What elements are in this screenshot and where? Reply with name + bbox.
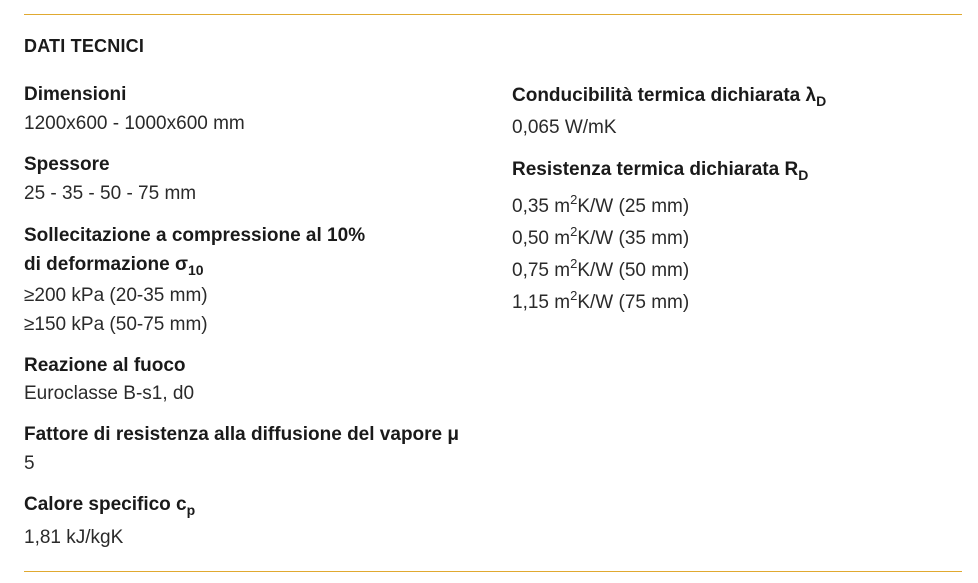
- label-conducibilita-sub: D: [816, 93, 827, 109]
- value-resistenza-4-pre: 1,15 m: [512, 292, 571, 313]
- value-resistenza-3-sup: 2: [570, 256, 578, 271]
- value-resistenza-2-sup: 2: [570, 224, 578, 239]
- value-resistenza-2-post: K/W (35 mm): [577, 228, 690, 249]
- value-dimensioni: 1200x600 - 1000x600 mm: [24, 113, 245, 134]
- label-conducibilita-text: Conducibilità termica dichiarata λ: [512, 85, 817, 106]
- value-resistenza-3-pre: 0,75 m: [512, 260, 571, 281]
- value-resistenza-3-post: K/W (50 mm): [577, 260, 690, 281]
- label-calore-text: Calore specifico c: [24, 494, 187, 515]
- value-resistenza-4-sup: 2: [570, 288, 578, 303]
- label-compressione-line1: Sollecitazione a compressione al 10%: [24, 225, 366, 246]
- label-conducibilita: [512, 82, 826, 110]
- label-resistenza: [512, 156, 808, 184]
- label-compressione-line2: [24, 251, 204, 279]
- value-resistenza-4-post: K/W (75 mm): [577, 292, 690, 313]
- label-compressione-sub: 10: [187, 262, 204, 278]
- value-resistenza-2: [512, 225, 689, 253]
- value-resistenza-1-post: K/W (25 mm): [577, 196, 690, 217]
- label-calore: [24, 491, 195, 519]
- value-spessore: 25 - 35 - 50 - 75 mm: [24, 183, 197, 204]
- section-title: DATI TECNICI: [24, 36, 145, 56]
- top-divider: [24, 14, 962, 15]
- label-spessore: Spessore: [24, 154, 110, 175]
- value-resistenza-1-sup: 2: [570, 192, 578, 207]
- value-compressione-2: ≥150 kPa (50-75 mm): [24, 314, 208, 335]
- value-resistenza-4: [512, 289, 689, 317]
- value-resistenza-1-pre: 0,35 m: [512, 196, 571, 217]
- label-resistenza-text: Resistenza termica dichiarata R: [512, 159, 799, 180]
- value-vapore: 5: [24, 453, 35, 474]
- label-compressione-text: di deformazione σ: [24, 254, 188, 275]
- bottom-divider: [24, 571, 962, 572]
- value-conducibilita: 0,065 W/mK: [512, 117, 617, 138]
- label-dimensioni: Dimensioni: [24, 84, 127, 105]
- value-fuoco: Euroclasse B-s1, d0: [24, 383, 195, 404]
- label-vapore: Fattore di resistenza alla diffusione del vapore μ: [24, 424, 460, 445]
- value-resistenza-3: [512, 257, 689, 285]
- label-calore-sub: p: [186, 502, 196, 518]
- value-resistenza-2-pre: 0,50 m: [512, 228, 571, 249]
- value-compressione-1: ≥200 kPa (20-35 mm): [24, 285, 208, 306]
- value-resistenza-1: [512, 193, 689, 221]
- value-calore: 1,81 kJ/kgK: [24, 527, 124, 548]
- label-resistenza-sub: D: [798, 167, 809, 183]
- label-fuoco: Reazione al fuoco: [24, 355, 186, 376]
